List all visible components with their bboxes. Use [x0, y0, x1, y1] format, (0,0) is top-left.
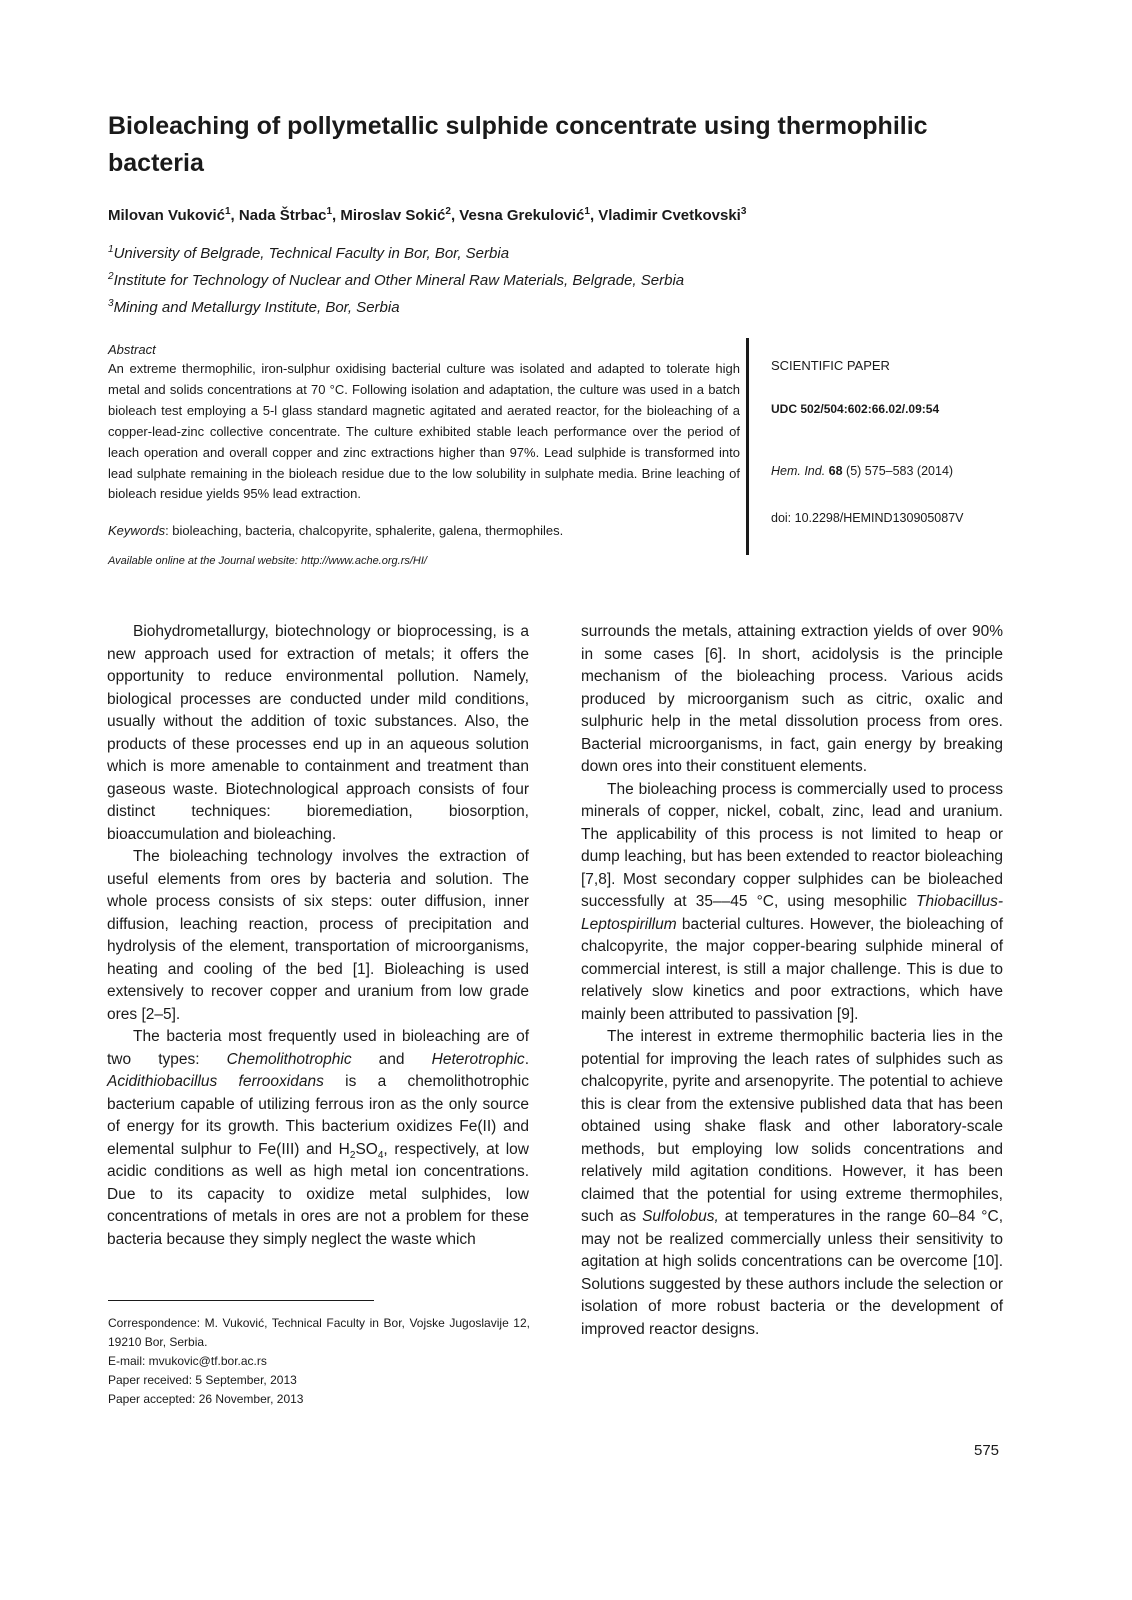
- affiliation-list: [108, 238, 1008, 319]
- affiliation-number: 1: [108, 244, 114, 255]
- author-affiliation-mark: 1: [584, 206, 590, 217]
- journal-website-note: Available online at the Journal website: http://www.ache.org.rs/HI/: [108, 555, 427, 568]
- affiliation-text: University of Belgrade, Technical Faculty in Bor, Bor, Serbia: [113, 245, 510, 262]
- author-affiliation-mark: 2: [445, 206, 451, 217]
- italic-term: Acidithiobacillus ferrooxidans: [107, 1073, 324, 1090]
- author-name: Nada Štrbac: [238, 207, 327, 224]
- correspondence: Correspondence: M. Vuković, Technical Faculty in Bor, Vojske Jugoslavije 12, 19210 Bor, Serbia.: [108, 1316, 530, 1349]
- body-paragraph: [107, 1026, 529, 1251]
- abstract-text: An extreme thermophilic, iron-sulphur oxidising bacterial culture was isolated and adapted to tolerate high metal and solids concentrations at 70 °C. Following isolation and adaptation, the culture was used in a batch bioleach test employing a 5-l glass standard magnetic agitated and aerated reactor, for the bioleaching of a copper-lead-zinc collective concentrate. The culture exhibited stable leach performance over the period of leach operation and overall copper and zinc extractions higher than 97%. Lead sulphide is transformed into lead sulphate remaining in the bioleach residue due to the low solubility in sulphate media. Brine leaching of bioleach residue yields 95% lead extraction.: [108, 361, 740, 502]
- affiliation-number: 2: [108, 271, 114, 282]
- body-paragraph: Biohydrometallurgy, biotechnology or bioprocessing, is a new approach used for extraction of metals; it offers the opportunity to reduce environmental pollution. Namely, biological processes are conducted under mild conditions, usually without the addition of toxic substances. Also, the products of these processes end up in an aqueous solution which is more amenable to containment and treatment than gaseous waste. Biotechnological approach consists of four distinct techniques: bioremediation, biosorption, bioaccumulation and bioleaching.: [107, 623, 529, 843]
- abstract-section: [108, 340, 740, 569]
- italic-term: Sulfolobus,: [642, 1208, 719, 1225]
- doi: doi: 10.2298/HEMIND130905087V: [771, 511, 964, 525]
- body-paragraph: [581, 779, 1003, 1027]
- abstract-divider: [746, 338, 749, 555]
- text-run: and: [351, 1050, 432, 1068]
- keywords-label: Keywords: [108, 523, 166, 539]
- text-run: at temperatures in the range 60–84 °C, may not be realized commercially unless their sensitivity to agitation at high solids concentrations can be overcome [10]. Solutions suggested by these authors include the selection or isolation of more robust bacteria or the development of improved reactor designs.: [581, 1208, 1003, 1338]
- affiliation-text: Institute for Technology of Nuclear and Other Mineral Raw Materials, Belgrade, Serbia: [113, 272, 685, 289]
- author-affiliation-mark: 3: [740, 206, 747, 217]
- email: E-mail: mvukovic@tf.bor.ac.rs: [108, 1354, 267, 1368]
- text-run: bacterial cultures. However, the bioleaching of chalcopyrite, the major copper-bearing sulphide mineral of commercial interest, is still a major challenge. This is due to relatively slow kinetics and poor extractions, which have mainly been attributed to passivation [9].: [581, 915, 1003, 1023]
- paper-type: SCIENTIFIC PAPER: [771, 358, 890, 373]
- author-name: Vesna Grekulović: [459, 207, 585, 224]
- affiliation-item: [108, 238, 1008, 265]
- subscript: 4: [377, 1149, 384, 1161]
- text-run: , respectively, at low acidic conditions as well as high metal ion concentrations. Due to its capacity to oxidize metal sulphides, low concentrations of metals in ores are not a problem for these bacteria because they simply neglect the waste which: [107, 1140, 529, 1248]
- affiliation-item: [108, 265, 1008, 292]
- text-run: .: [524, 1050, 529, 1068]
- italic-term: Chemolithotrophic: [226, 1050, 352, 1068]
- affiliation-number: 3: [108, 298, 114, 309]
- author-list: Milovan Vuković$^1$, Nada Štrbac$^1$, Miroslav Sokić$^2$, Vesna Grekulović$^1$, Vladimir Cvetkovski$^3$: [108, 206, 747, 224]
- text-run: The bacteria most frequently used in bioleaching are of two types:: [107, 1028, 529, 1068]
- italic-term: Heterotrophic: [431, 1050, 525, 1068]
- affiliation-item: [108, 292, 1008, 319]
- journal-citation: [771, 464, 953, 478]
- paper-title: Bioleaching of pollymetallic sulphide concentrate using thermophilic bacteria: [108, 112, 928, 177]
- author-affiliation-mark: 1: [224, 206, 231, 217]
- body-paragraph-continued: surrounds the metals, attaining extraction yields of over 90% in some cases [6]. In short, acidolysis is the principle mechanism of the bioleaching process. Various acids produced by microorganism such as citric, oxalic and sulphuric help in the metal dissolution process from ores. Bacterial microorganisms, in fact, gain energy by breaking down ores into their constituent elements.: [581, 623, 1003, 775]
- journal-volume: 68: [828, 464, 843, 478]
- author-affiliation-mark: 1: [326, 206, 332, 217]
- subscript: 2: [349, 1149, 356, 1161]
- page-number: 575: [974, 1442, 1000, 1459]
- body-paragraph: [581, 1026, 1003, 1341]
- date-received: Paper received: 5 September, 2013: [108, 1373, 297, 1387]
- footnote-divider: [108, 1300, 374, 1301]
- keywords-text: : bioleaching, bacteria, chalcopyrite, sphalerite, galena, thermophiles.: [165, 523, 564, 539]
- text-run: The bioleaching process is commercially used to process minerals of copper, nickel, cobalt, zinc, lead and uranium. The applicability of this process is not limited to heap or dump leaching, but has been extended to reactor bioleaching [7,8]. Most secondary copper sulphides can be bioleached successfully at 35––45 °C, using mesophilic: [581, 780, 1003, 910]
- author-name: Milovan Vuković: [108, 207, 225, 224]
- journal-name: Hem. Ind.: [771, 464, 826, 478]
- body-column-right: [581, 621, 1003, 1341]
- journal-issue-pages: (5) 575–583 (2014): [842, 464, 954, 478]
- text-run: SO: [355, 1140, 378, 1158]
- date-accepted: Paper accepted: 26 November, 2013: [108, 1392, 304, 1406]
- footnote: [108, 1314, 530, 1409]
- text-run: The interest in extreme thermophilic bacteria lies in the potential for improving the leach rates of sulphides such as chalcopyrite, pyrite and arsenopyrite. The potential to achieve this is clear from the extensive published data that has been obtained using shake flask and other laboratory-scale methods, but employing low solids concentrations and relatively mild agitation conditions. However, it has been claimed that the potential for using extreme thermophiles, such as: [581, 1028, 1003, 1225]
- abstract-label: Abstract: [108, 342, 156, 357]
- body-paragraph: The bioleaching technology involves the extraction of useful elements from ores by bacteria and solution. The whole process consists of six steps: outer diffusion, inner diffusion, leaching reaction, process of precipitation and hydrolysis of the element, transportation of microorganisms, heating and cooling of the bed [1]. Bioleaching is used extensively to recover copper and uranium from low grade ores [2–5].: [107, 848, 529, 1023]
- author-name: Miroslav Sokić: [340, 207, 446, 224]
- udc-code: UDC 502/504:602:66.02/.09:54: [771, 402, 940, 416]
- body-column-left: [107, 621, 529, 1251]
- italic-term: Thiobacillus-Leptospirillum: [581, 893, 1003, 933]
- author-name: Vladimir Cvetkovski: [598, 207, 741, 224]
- keywords: [108, 521, 740, 540]
- affiliation-text: Mining and Metallurgy Institute, Bor, Serbia: [113, 299, 400, 316]
- text-run: is a chemolithotrophic bacterium capable of utilizing ferrous iron as the only source of energy for its growth. This bacterium oxidizes Fe(II) and elemental sulphur to Fe(III) and H: [107, 1073, 529, 1158]
